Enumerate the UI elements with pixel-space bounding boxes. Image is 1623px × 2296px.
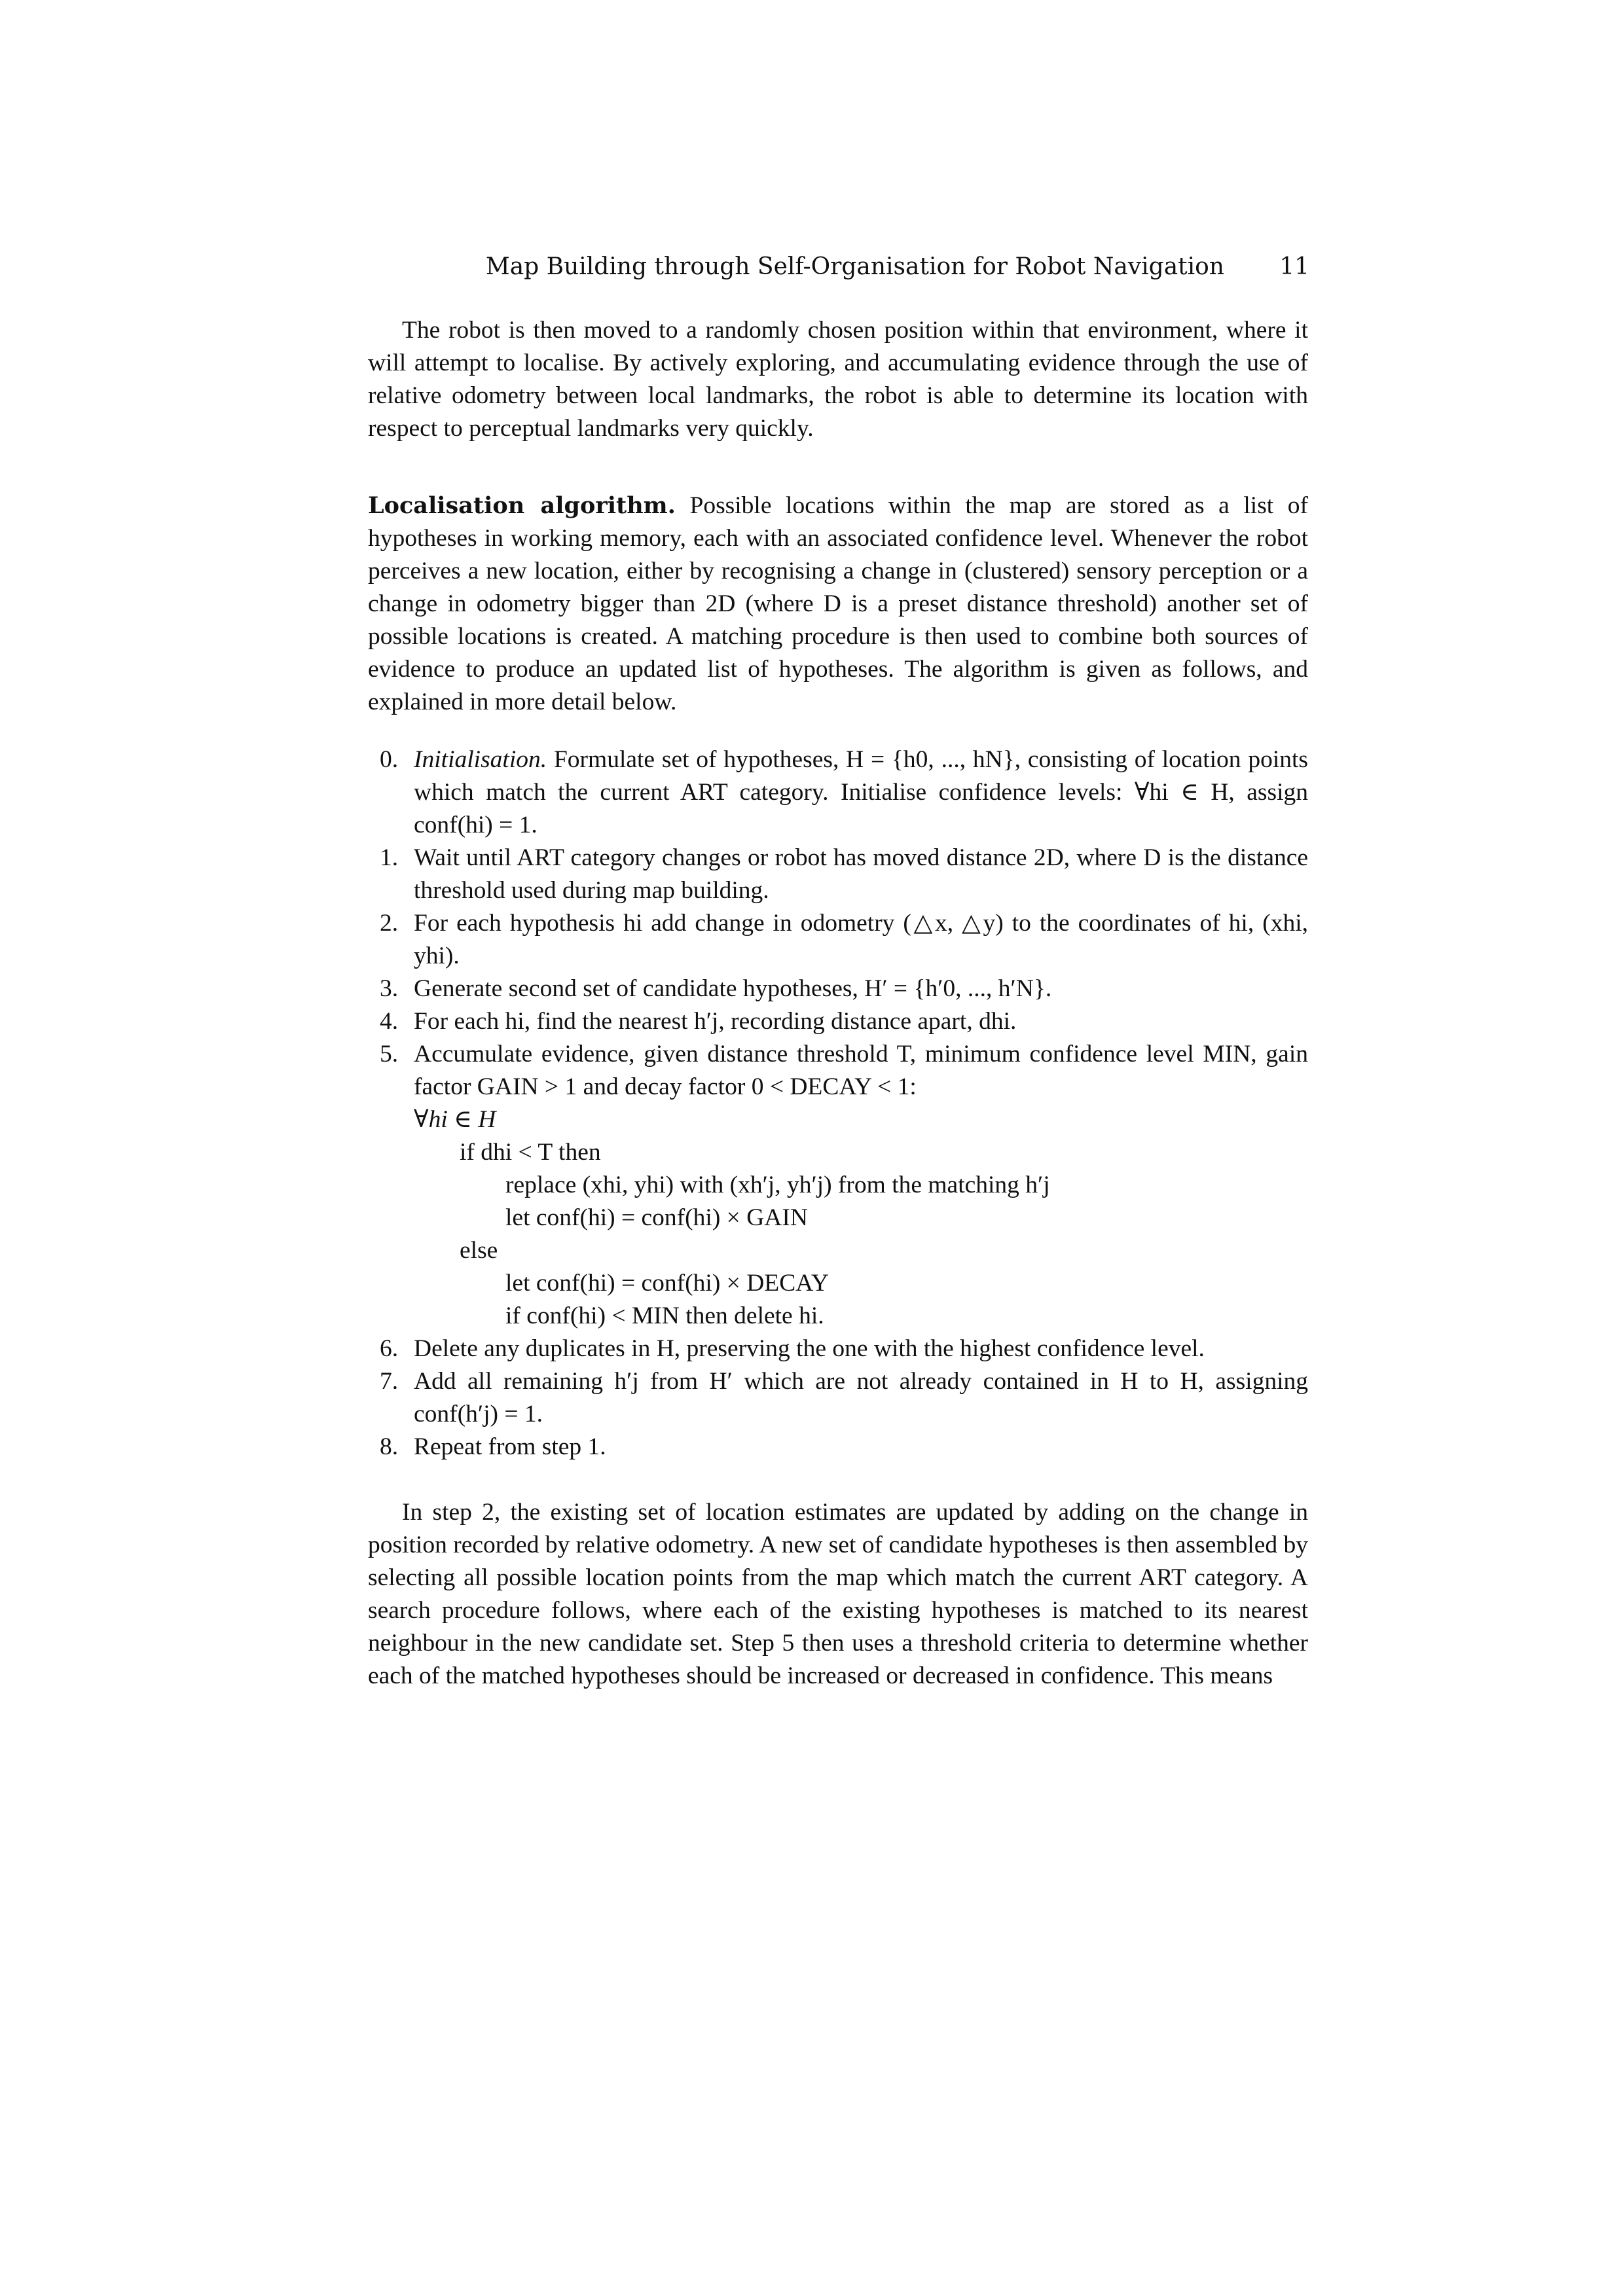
code-line: if dhi < T then xyxy=(460,1139,601,1166)
body-text xyxy=(368,314,1308,1693)
step-number: 3. xyxy=(380,975,399,1002)
code-line: ∀hi ∈ H xyxy=(414,1106,496,1133)
step-text: Repeat from step 1. xyxy=(414,1433,606,1460)
step-2 xyxy=(368,907,1308,973)
step-text: Formulate set of hypotheses, H = {h0, ..., hN}, consisting of location points which match the current ART category. Initialise confidence levels: ∀hi ∈ H, assign conf(hi) = 1. xyxy=(414,746,1309,838)
step-4 xyxy=(368,1005,1308,1038)
step-5 xyxy=(368,1038,1308,1333)
step-number: 2. xyxy=(380,910,399,937)
step-number: 1. xyxy=(380,844,399,871)
step-0 xyxy=(368,744,1308,842)
step-6 xyxy=(368,1333,1308,1365)
step-label: Initialisation. xyxy=(414,746,547,773)
step-number: 6. xyxy=(380,1335,399,1362)
step5-pseudocode xyxy=(414,1103,1308,1333)
step-1 xyxy=(368,842,1308,907)
step-number: 5. xyxy=(380,1041,399,1067)
step-text: Add all remaining h′j from H′ which are not already contained in H to H, assigning conf(h′j) = 1. xyxy=(414,1368,1308,1427)
code-line: else xyxy=(460,1237,498,1264)
step-number: 4. xyxy=(380,1008,399,1035)
step-text: Delete any duplicates in H, preserving the one with the highest confidence level. xyxy=(414,1335,1205,1362)
step-text: For each hypothesis hi add change in odometry (△x, △y) to the coordinates of hi, (xhi, yhi). xyxy=(414,910,1308,969)
running-title: Map Building through Self-Organisation for Robot Navigation xyxy=(485,253,1224,280)
page-number: 11 xyxy=(1279,253,1309,280)
step-3 xyxy=(368,973,1308,1005)
code-line: let conf(hi) = conf(hi) × GAIN xyxy=(505,1204,808,1231)
step-text: Accumulate evidence, given distance threshold T, minimum confidence level MIN, gain factor GAIN > 1 and decay factor 0 < DECAY < 1: xyxy=(414,1041,1308,1100)
step-text: For each hi, find the nearest h′j, recording distance apart, dhi. xyxy=(414,1008,1017,1035)
section-heading: Localisation algorithm. xyxy=(368,492,676,519)
code-line: if conf(hi) < MIN then delete hi. xyxy=(505,1302,824,1329)
step-number: 0. xyxy=(380,746,399,773)
step-number: 7. xyxy=(380,1368,399,1395)
algorithm-steps xyxy=(368,744,1308,1463)
intro-paragraph: The robot is then moved to a randomly chosen position within that environment, where it will attempt to localise. By actively exploring, and accumulating evidence through the use of relative odometry between local landmarks, the robot is able to determine its location with respect to perceptual landmarks very quickly. xyxy=(368,317,1308,442)
code-line: replace (xhi, yhi) with (xh′j, yh′j) from the matching h′j xyxy=(505,1172,1050,1198)
localisation-text: Possible locations within the map are stored as a list of hypotheses in working memory, each with an associated confidence level. Whenever the robot perceives a new location, either by recognising a change in (clustered) sensory perception or a change in odometry bigger than 2D (where D is a preset distance threshold) another set of possible locations is created. A matching procedure is then used to combine both sources of evidence to produce an updated list of hypotheses. The algorithm is given as follows, and explained in more detail below. xyxy=(368,492,1309,715)
step-8 xyxy=(368,1431,1308,1463)
closing-paragraph: In step 2, the existing set of location estimates are updated by adding on the change in position recorded by relative odometry. A new set of candidate hypotheses is then assembled by selecting all possible location points from the map which match the current ART category. A search procedure follows, where each of the existing hypotheses is matched to its nearest neighbour in the new candidate set. Step 5 then uses a threshold criteria to determine whether each of the matched hypotheses should be increased or decreased in confidence. This means xyxy=(368,1499,1308,1689)
code-line: let conf(hi) = conf(hi) × DECAY xyxy=(505,1270,829,1297)
step-number: 8. xyxy=(380,1433,399,1460)
step-text: Wait until ART category changes or robot has moved distance 2D, where D is the distance threshold used during map building. xyxy=(414,844,1308,904)
localisation-paragraph xyxy=(368,490,1308,719)
step-text: Generate second set of candidate hypotheses, H′ = {h′0, ..., h′N}. xyxy=(414,975,1052,1002)
step-7 xyxy=(368,1365,1308,1431)
running-header xyxy=(367,251,1309,283)
